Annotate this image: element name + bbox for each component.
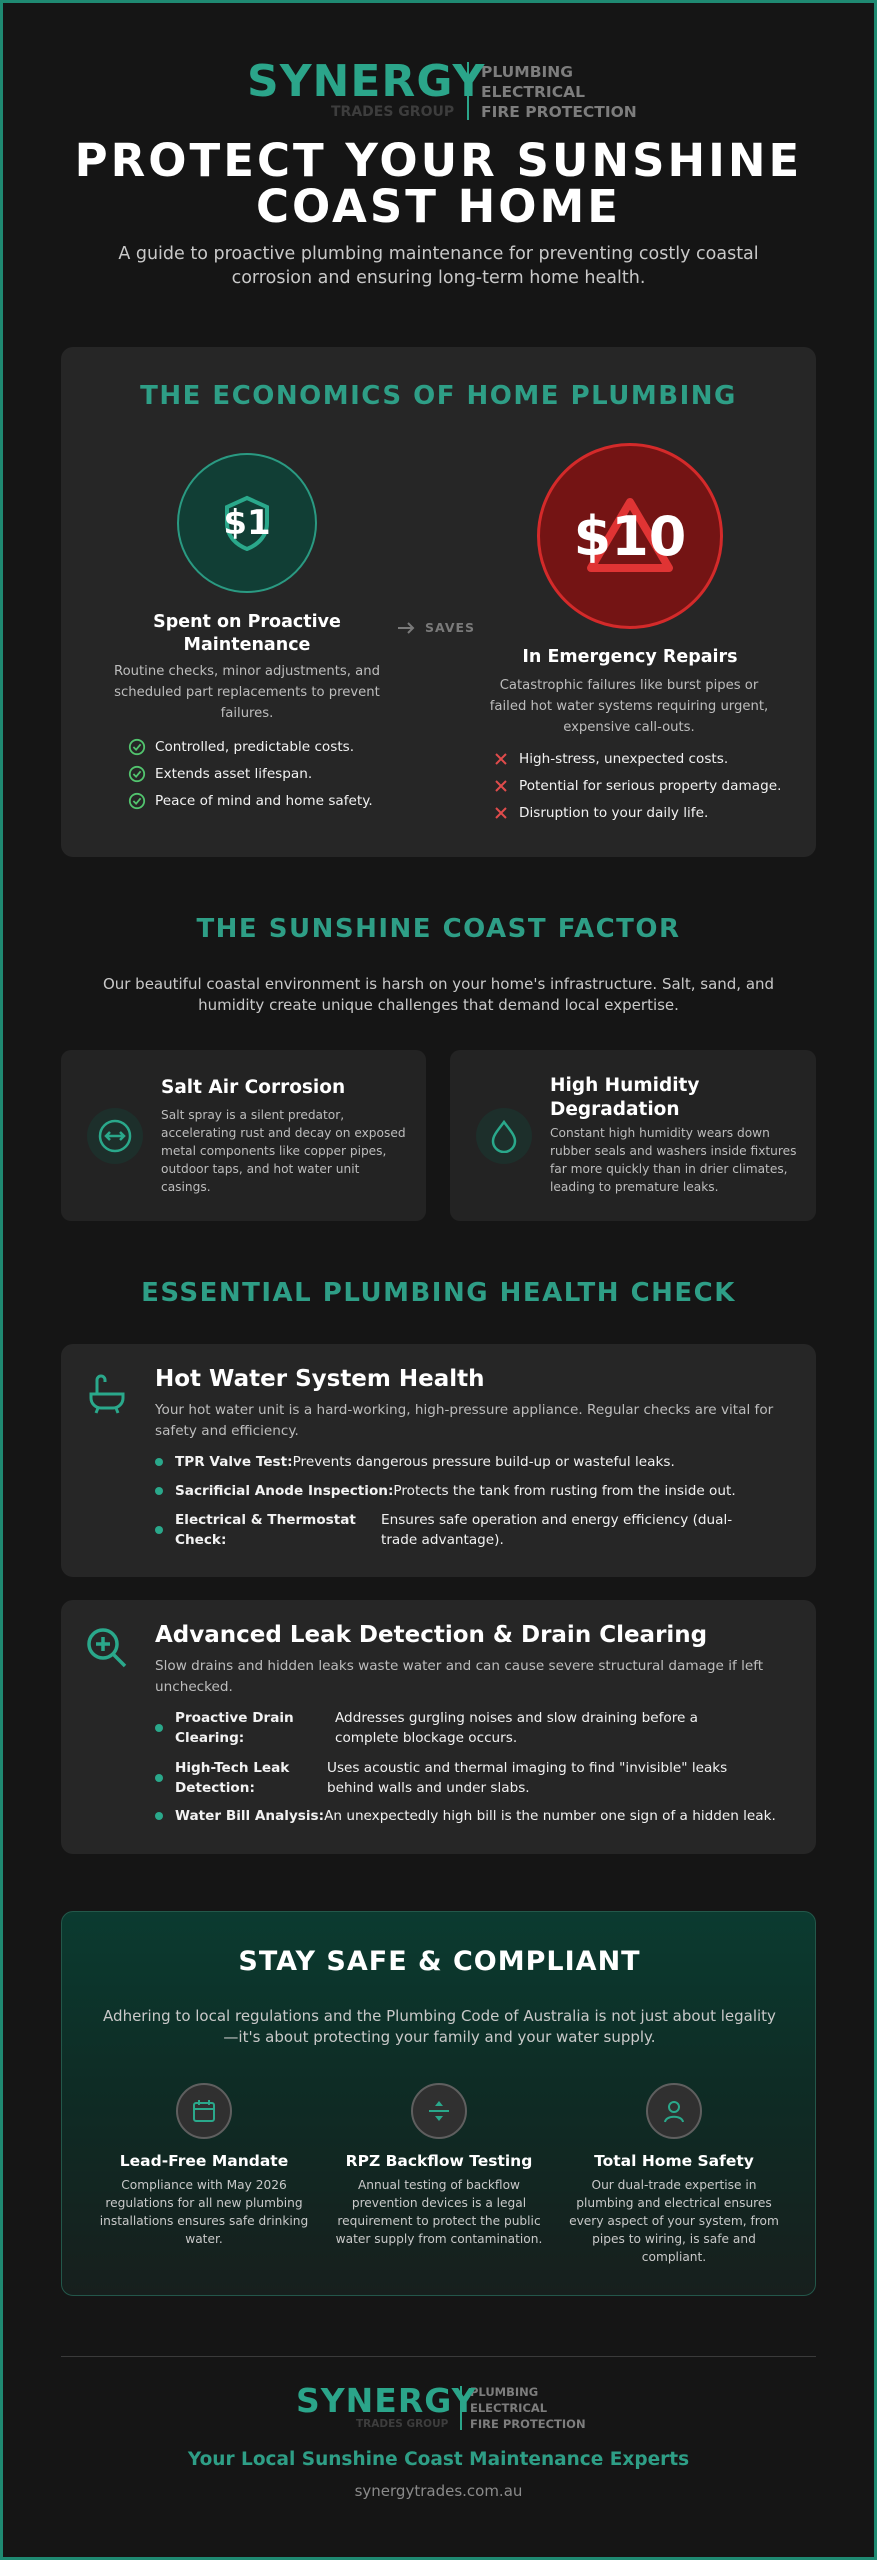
pillar-title: Lead-Free Mandate [119,2152,289,2170]
footer-brand-subtitle: TRADES GROUP [356,2418,449,2430]
footer-tagline: Your Local Sunshine Coast Maintenance Experts [187,2449,690,2470]
x-icon [491,751,511,767]
bullet-dot [155,1458,163,1466]
droplet-icon [489,1119,519,1153]
check-item-label: Sacrificial Anode Inspection: [175,1483,394,1499]
footer-url[interactable]: synergytrades.com.au [354,2482,523,2500]
compliance-intro: Adhering to local regulations and the Plumbing Code of Australia is not just about legality—it's about protecting your family and your water supply. [103,2007,776,2046]
bullet-dot [155,1812,163,1820]
check-item-text: Uses acoustic and thermal imaging to find "invisible" leaks behind walls and under slabs. [327,1760,728,1796]
service-fire-protection: FIRE PROTECTION [470,2417,586,2431]
check-desc: Your hot water unit is a hard-working, high-pressure appliance. Regular checks are vital for safety and efficiency. [155,1402,774,1439]
factor-card-salt [61,1050,426,1221]
factor-desc: Constant high humidity wears down rubber seals and washers inside fixtures far more quickly than in drier climates, leading to premature leaks. [550,1126,797,1194]
check-item-label: Electrical & Thermostat Check: [175,1512,356,1548]
economics-title: THE ECONOMICS OF HOME PLUMBING [140,381,737,411]
page-subtitle: A guide to proactive plumbing maintenance for preventing costly coastal corrosion and ensuring long-term home health. [118,244,759,288]
check-item-label: Water Bill Analysis: [175,1808,325,1824]
benefit-item [127,787,373,814]
emergency-amount: $10 [573,504,687,568]
check-item [155,1481,736,1501]
pillar-desc: Annual testing of backflow prevention devices is a legal requirement to protect the public water supply from contamination. [335,2178,543,2246]
arrows-horizontal-icon [98,1119,132,1153]
benefit-item [127,733,373,760]
service-plumbing: PLUMBING [481,63,573,81]
page-title-line-2: COAST HOME [255,180,622,233]
bullet-dot [155,1487,163,1495]
benefit-text: Extends asset lifespan. [155,765,313,782]
user-icon [661,2098,687,2124]
risk-text: Disruption to your daily life. [519,804,709,821]
pillar-icon-wrap [176,2083,232,2139]
check-item [155,1758,785,1798]
pillar-icon-wrap [411,2083,467,2139]
proactive-heading [117,611,377,657]
check-item-text: Prevents dangerous pressure build-up or wasteful leaks. [292,1454,675,1470]
brand-services [481,60,637,122]
page-title [0,134,877,233]
footer-brand-services [470,2384,586,2432]
check-item-text: Protects the tank from rusting from the inside out. [393,1483,736,1499]
check-card-leak-detection [61,1600,816,1854]
brand-logo [247,56,637,122]
check-title: Advanced Leak Detection & Drain Clearing [155,1622,708,1648]
service-electrical: ELECTRICAL [470,2401,548,2415]
check-item-label: TPR Valve Test: [175,1454,293,1470]
check-item-text: Addresses gurgling noises and slow draining before a complete blockage occurs. [335,1710,698,1746]
coast-title: THE SUNSHINE COAST FACTOR [196,914,681,944]
check-item-label: Proactive Drain Clearing: [175,1710,294,1746]
factor-title: High Humidity Degradation [550,1075,700,1120]
pillar-desc: Our dual-trade expertise in plumbing and electrical ensures every aspect of your system, from pipes to wiring, is safe and compliant. [569,2178,779,2264]
emergency-desc: Catastrophic failures like burst pipes or failed hot water systems requiring urgent, expensive call-outs. [489,678,769,735]
arrow-right-icon [397,621,417,635]
emergency-circle [537,443,723,629]
proactive-heading-line-2: Maintenance [183,635,311,655]
economics-card [61,347,816,857]
proactive-desc: Routine checks, minor adjustments, and scheduled part replacements to prevent failures. [114,664,380,721]
check-item [155,1708,785,1748]
calendar-icon [191,2098,217,2124]
compliance-panel [61,1911,816,2296]
service-electrical: ELECTRICAL [481,83,585,101]
check-circle-icon [127,792,147,810]
check-circle-icon [127,765,147,783]
risk-text: Potential for serious property damage. [519,777,782,794]
check-card-hot-water [61,1344,816,1577]
compliance-title: STAY SAFE & COMPLIANT [238,1946,641,1977]
risk-text: High-stress, unexpected costs. [519,750,729,767]
coast-intro: Our beautiful coastal environment is harsh on your home's infrastructure. Salt, sand, and humidity create unique challenges that demand local expertise. [102,975,775,1014]
benefit-text: Controlled, predictable costs. [155,738,355,755]
backflow-icon [425,2097,453,2125]
footer-logo [296,2381,586,2432]
check-item [155,1806,776,1826]
factor-title: Salt Air Corrosion [161,1077,346,1098]
emergency-risks [491,745,781,826]
benefit-item [127,760,373,787]
bullet-dot [155,1774,163,1782]
factor-desc: Salt spray is a silent predator, accelerating rust and decay on exposed metal components like copper pipes, outdoor taps, and hot water unit casings. [161,1108,406,1194]
proactive-heading-line-1: Spent on Proactive [153,612,341,632]
x-icon [491,778,511,794]
check-item-text: An unexpectedly high bill is the number one sign of a hidden leak. [324,1808,776,1824]
risk-item [491,772,781,799]
risk-item [491,799,781,826]
pillar-title: Total Home Safety [594,2152,754,2170]
check-item-text: Ensures safe operation and energy efficiency (dual-trade advantage). [381,1512,733,1548]
brand-name: SYNERGY [247,56,486,107]
benefit-text: Peace of mind and home safety. [155,792,373,809]
pillar-title: RPZ Backflow Testing [345,2152,533,2170]
proactive-benefits [127,733,373,814]
check-circle-icon [127,738,147,756]
brand-subtitle: TRADES GROUP [331,104,455,120]
saves-label: SAVES [425,620,476,635]
check-desc: Slow drains and hidden leaks waste water and can cause severe structural damage if left unchecked. [155,1658,764,1695]
x-icon [491,805,511,821]
check-item [155,1510,785,1550]
health-title: ESSENTIAL PLUMBING HEALTH CHECK [141,1278,736,1308]
bullet-dot [155,1526,163,1534]
proactive-circle [177,453,317,593]
bullet-dot [155,1724,163,1732]
factor-icon-wrap [87,1108,143,1164]
emergency-heading: In Emergency Repairs [522,647,738,667]
bath-icon [85,1372,129,1416]
pillar-desc: Compliance with May 2026 regulations for all new plumbing installations ensures safe drinking water. [99,2178,309,2246]
factor-card-humidity [450,1050,816,1221]
zoom-in-icon [85,1626,129,1670]
pillar-icon-wrap [646,2083,702,2139]
service-plumbing: PLUMBING [470,2385,539,2399]
check-title: Hot Water System Health [155,1366,485,1392]
footer-divider [61,2356,816,2357]
service-fire-protection: FIRE PROTECTION [481,103,637,121]
page-title-line-1: PROTECT YOUR SUNSHINE [74,134,803,187]
risk-item [491,745,781,772]
saves-indicator [397,620,475,635]
factor-icon-wrap [476,1108,532,1164]
check-item [155,1452,675,1472]
check-item-label: High-Tech Leak Detection: [175,1760,290,1796]
footer-brand-name: SYNERGY [296,2381,477,2420]
proactive-amount: $1 [223,503,271,543]
